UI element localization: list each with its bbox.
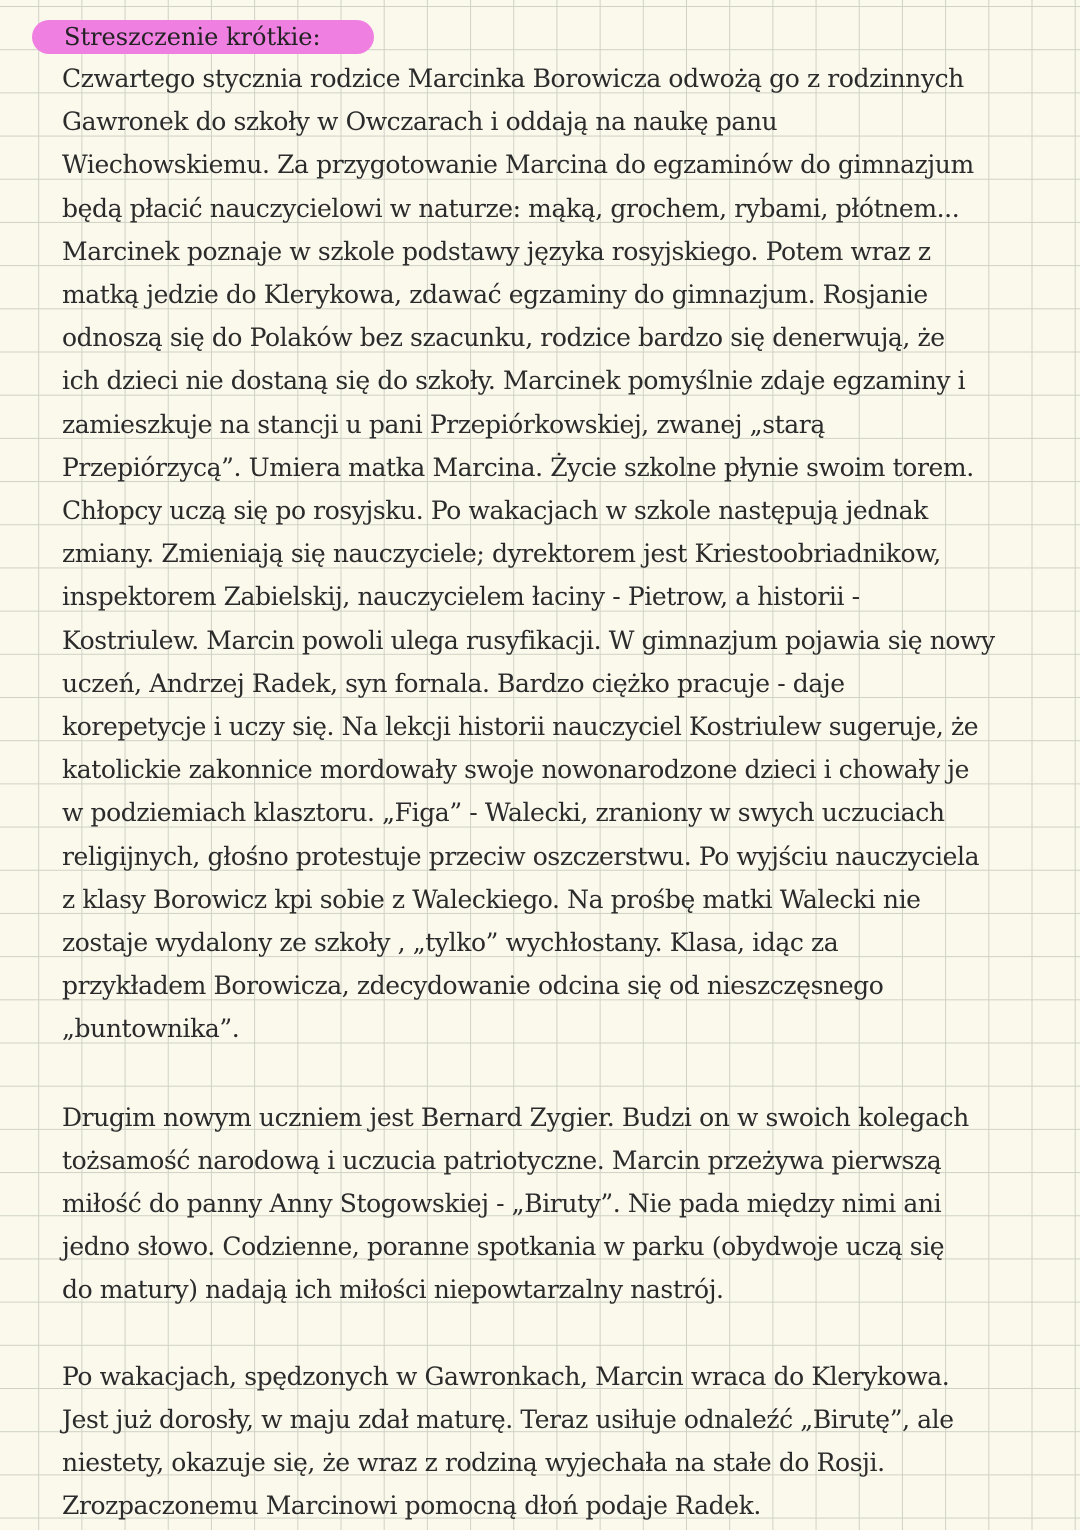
- text-line: miłość do panny Anny Stogowskiej - „Biruty”. Nie pada między nimi ani: [62, 1189, 942, 1218]
- text-line: Kostriulew. Marcin powoli ulega rusyfikacji. W gimnazjum pojawia się nowy: [62, 626, 995, 655]
- text-line: odnoszą się do Polaków bez szacunku, rodzice bardzo się denerwują, że: [62, 323, 945, 352]
- text-line: z klasy Borowicz kpi sobie z Waleckiego. Na prośbę matki Walecki nie: [62, 885, 921, 914]
- text-line: zmiany. Zmieniają się nauczyciele; dyrektorem jest Kriestoobriadnikow,: [62, 539, 941, 568]
- text-line: przykładem Borowicza, zdecydowanie odcina się od nieszczęsnego: [62, 971, 884, 1000]
- text-line: Drugim nowym uczniem jest Bernard Zygier. Budzi on w swoich kolegach: [62, 1103, 969, 1132]
- text-line: Czwartego stycznia rodzice Marcinka Borowicza odwożą go z rodzinnych: [62, 64, 964, 93]
- text-line: matką jedzie do Klerykowa, zdawać egzaminy do gimnazjum. Rosjanie: [62, 280, 928, 309]
- text-line: Jest już dorosły, w maju zdał maturę. Teraz usiłuje odnaleźć „Birutę”, ale: [62, 1405, 954, 1434]
- text-line: Marcinek poznaje w szkole podstawy języka rosyjskiego. Potem wraz z: [62, 237, 931, 266]
- text-line: inspektorem Zabielskij, nauczycielem łaciny - Pietrow, a historii -: [62, 582, 860, 611]
- text-line: Zrozpaczonemu Marcinowi pomocną dłoń podaje Radek.: [62, 1491, 761, 1520]
- text-line: zamieszkuje na stancji u pani Przepiórkowskiej, zwanej „starą: [62, 410, 825, 439]
- text-line: korepetycje i uczy się. Na lekcji historii nauczyciel Kostriulew sugeruje, że: [62, 712, 979, 741]
- text-line: do matury) nadają ich miłości niepowtarzalny nastrój.: [62, 1275, 724, 1304]
- text-line: Przepiórzycą”. Umiera matka Marcina. Życie szkolne płynie swoim torem.: [62, 453, 974, 482]
- text-line: zostaje wydalony ze szkoły , „tylko” wychłostany. Klasa, idąc za: [62, 928, 839, 957]
- text-line: w podziemiach klasztoru. „Figa” - Walecki, zraniony w swych uczuciach: [62, 798, 945, 827]
- text-line: Chłopcy uczą się po rosyjsku. Po wakacjach w szkole następują jednak: [62, 496, 928, 525]
- text-line: tożsamość narodową i uczucia patriotyczne. Marcin przeżywa pierwszą: [62, 1146, 942, 1175]
- section-heading: Streszczenie krótkie:: [64, 23, 321, 51]
- text-line: Gawronek do szkoły w Owczarach i oddają na naukę panu: [62, 107, 778, 136]
- text-line: jedno słowo. Codzienne, poranne spotkania w parku (obydwoje uczą się: [62, 1232, 945, 1261]
- text-line: „buntownika”.: [62, 1014, 240, 1043]
- text-line: Wiechowskiemu. Za przygotowanie Marcina do egzaminów do gimnazjum: [62, 150, 974, 179]
- text-line: katolickie zakonnice mordowały swoje nowonarodzone dzieci i chowały je: [62, 755, 969, 784]
- text-line: religijnych, głośno protestuje przeciw oszczerstwu. Po wyjściu nauczyciela: [62, 842, 980, 871]
- text-line: ich dzieci nie dostaną się do szkoły. Marcinek pomyślnie zdaje egzaminy i: [62, 366, 966, 395]
- text-line: Po wakacjach, spędzonych w Gawronkach, Marcin wraca do Klerykowa.: [62, 1362, 950, 1391]
- text-line: uczeń, Andrzej Radek, syn fornala. Bardzo ciężko pracuje - daje: [62, 669, 845, 698]
- text-line: niestety, okazuje się, że wraz z rodziną wyjechała na stałe do Rosji.: [62, 1448, 885, 1477]
- text-line: będą płacić nauczycielowi w naturze: mąką, grochem, rybami, płótnem...: [62, 194, 960, 223]
